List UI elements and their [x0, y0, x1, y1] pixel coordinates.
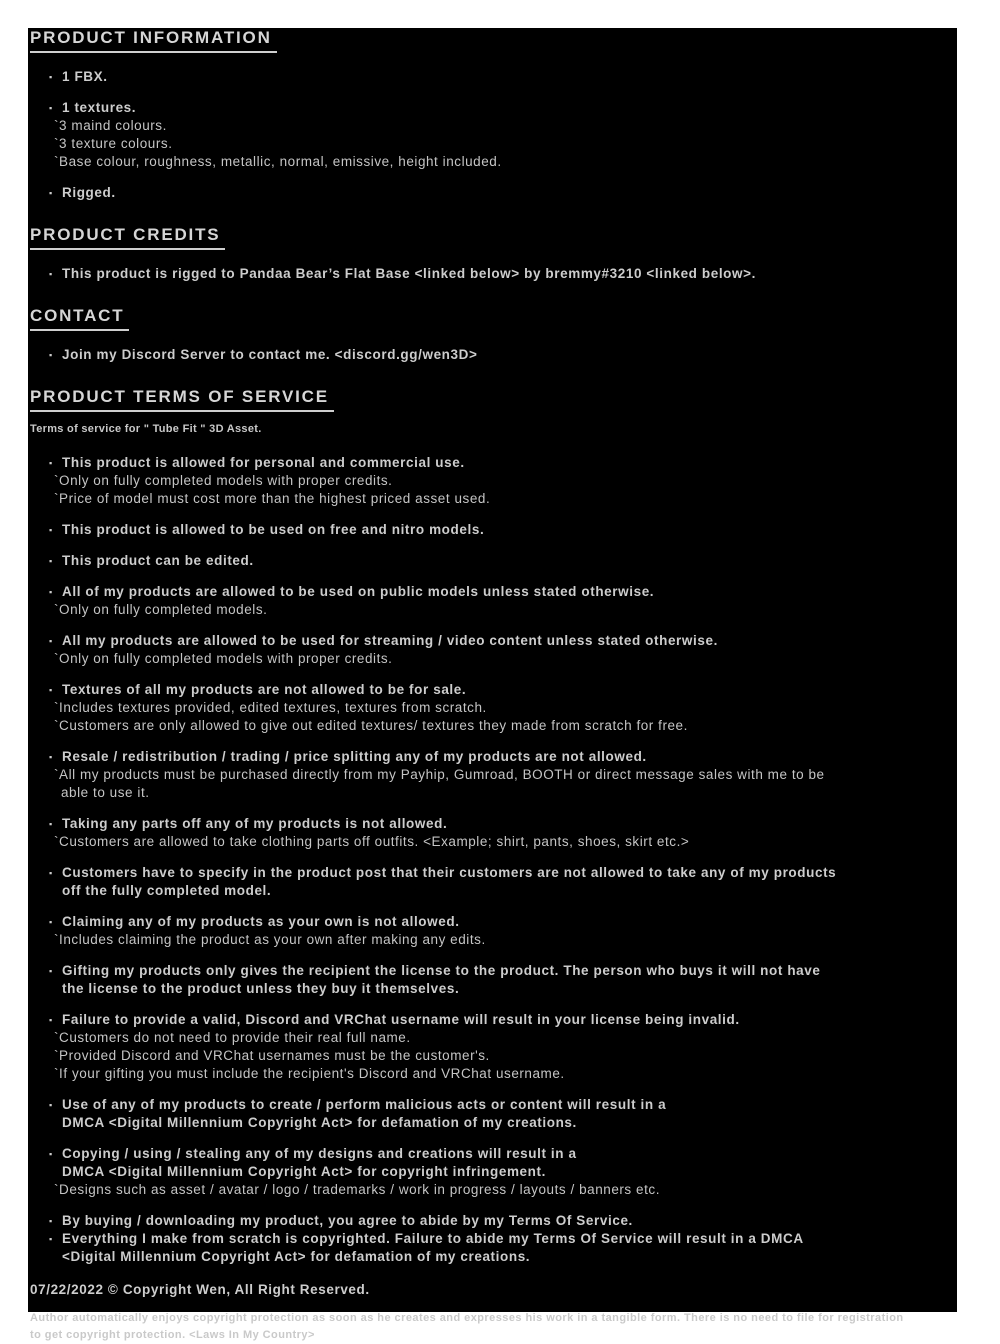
- item-line: DMCA <Digital Millennium Copyright Act> for defamation of my creations.: [62, 1115, 577, 1130]
- section: [30, 28, 957, 202]
- bullet-icon: ▪: [49, 1015, 53, 1025]
- item-line: `Only on fully completed models with proper credits.: [54, 473, 393, 488]
- list-item: [30, 1096, 957, 1132]
- bullet-icon: ▪: [49, 269, 53, 279]
- list-item: [30, 864, 957, 900]
- section-heading: [30, 28, 957, 53]
- bullet-icon: ▪: [49, 1100, 53, 1110]
- bullet-icon: ▪: [49, 1149, 53, 1159]
- bullet-icon: ▪: [49, 556, 53, 566]
- item-line: `Designs such as asset / avatar / logo / trademarks / work in progress / layouts / banners etc.: [54, 1182, 660, 1197]
- bullet-item-line: ▪ Textures of all my products are not allowed to be for sale.: [49, 682, 467, 697]
- item-line: off the fully completed model.: [62, 883, 272, 898]
- list-item: [30, 815, 957, 851]
- list-item: [30, 552, 957, 570]
- list-item: [30, 583, 957, 619]
- item-line: the license to the product unless they buy it themselves.: [62, 981, 460, 996]
- bullet-icon: ▪: [49, 868, 53, 878]
- bullet-icon: ▪: [49, 685, 53, 695]
- bullet-icon: ▪: [49, 458, 53, 468]
- document-panel: [28, 28, 957, 1341]
- list-item: [30, 521, 957, 539]
- bullet-icon: ▪: [49, 636, 53, 646]
- item-line: `All my products must be purchased directly from my Payhip, Gumroad, BOOTH or direct message sales with me to be: [54, 767, 825, 782]
- section-heading: [30, 306, 957, 331]
- section-heading: [30, 225, 957, 250]
- bullet-item-line: ▪ Use of any of my products to create / perform malicious acts or content will result in a: [49, 1097, 667, 1112]
- bullet-icon: ▪: [49, 917, 53, 927]
- bullet-item-line: ▪ This product is rigged to Pandaa Bear’s Flat Base <linked below> by bremmy#3210 <linked below>.: [49, 266, 756, 281]
- bullet-item-line: ▪ All my products are allowed to be used for streaming / video content unless stated otherwise.: [49, 633, 718, 648]
- list-item: [30, 1145, 957, 1199]
- list-item: [30, 68, 957, 86]
- item-line: `Price of model must cost more than the highest priced asset used.: [54, 491, 491, 506]
- bullet-icon: ▪: [49, 103, 53, 113]
- bullet-icon: ▪: [49, 350, 53, 360]
- disclaimer-line: Author automatically enjoys copyright protection as soon as he creates and expresses his work in a tangible form. There is no need to file for registration: [30, 1312, 904, 1324]
- item-line: `Only on fully completed models with proper credits.: [54, 651, 393, 666]
- sections-container: [30, 28, 957, 1266]
- bullet-icon: ▪: [49, 752, 53, 762]
- bullet-item-line: ▪ This product can be edited.: [49, 553, 254, 568]
- list-item: [30, 681, 957, 735]
- section-heading-text: CONTACT: [30, 306, 129, 331]
- bullet-item-line: ▪ 1 FBX.: [49, 69, 108, 84]
- bullet-item-line: ▪ Rigged.: [49, 185, 116, 200]
- bullet-icon: ▪: [49, 188, 53, 198]
- bullet-item-line: ▪ Customers have to specify in the product post that their customers are not allowed to take any of my products: [49, 865, 837, 880]
- item-line: able to use it.: [61, 785, 150, 800]
- item-line: `Base colour, roughness, metallic, normal, emissive, height included.: [54, 154, 502, 169]
- list-item: [30, 748, 957, 802]
- item-line: `If your gifting you must include the recipient's Discord and VRChat username.: [54, 1066, 565, 1081]
- item-line: <Digital Millennium Copyright Act> for defamation of my creations.: [62, 1249, 531, 1264]
- bullet-item-line: ▪ This product is allowed for personal and commercial use.: [49, 455, 465, 470]
- bullet-item-line: ▪ Failure to provide a valid, Discord and VRChat username will result in your license being invalid.: [49, 1012, 740, 1027]
- bullet-item-line: ▪ Copying / using / stealing any of my designs and creations will result in a: [49, 1146, 577, 1161]
- bullet-icon: ▪: [49, 525, 53, 535]
- section-heading-text: PRODUCT TERMS OF SERVICE: [30, 387, 334, 412]
- list-item: [30, 913, 957, 949]
- bullet-icon: ▪: [49, 966, 53, 976]
- section: [30, 306, 957, 364]
- bullet-icon: ▪: [49, 1216, 53, 1226]
- item-line: `3 maind colours.: [54, 118, 167, 133]
- section-heading: [30, 387, 957, 412]
- bullet-icon: ▪: [49, 72, 53, 82]
- item-line: `Customers do not need to provide their real full name.: [54, 1030, 411, 1045]
- bullet-item-line: ▪ By buying / downloading my product, you agree to abide by my Terms Of Service.: [49, 1213, 633, 1228]
- list-item: [30, 1230, 957, 1266]
- item-line: `Only on fully completed models.: [54, 602, 268, 617]
- section: [30, 225, 957, 283]
- list-item: [30, 962, 957, 998]
- bullet-icon: ▪: [49, 587, 53, 597]
- bullet-item-line: ▪ 1 textures.: [49, 100, 137, 115]
- bullet-item-line: ▪ Gifting my products only gives the recipient the license to the product. The person who buys it will not have: [49, 963, 821, 978]
- bullet-item-line: ▪ Claiming any of my products as your own is not allowed.: [49, 914, 460, 929]
- item-line: `Provided Discord and VRChat usernames must be the customer's.: [54, 1048, 490, 1063]
- item-line: `Includes claiming the product as your own after making any edits.: [54, 932, 486, 947]
- copyright-disclaimer: [30, 1310, 957, 1344]
- bullet-item-line: ▪ Resale / redistribution / trading / price splitting any of my products are not allowed.: [49, 749, 647, 764]
- bullet-item-line: ▪ Join my Discord Server to contact me. <discord.gg/wen3D>: [49, 347, 478, 362]
- item-line: `Customers are allowed to take clothing parts off outfits. <Example; shirt, pants, shoes, skirt etc.>: [54, 834, 690, 849]
- bullet-icon: ▪: [49, 1234, 53, 1244]
- bullet-item-line: ▪ Everything I make from scratch is copyrighted. Failure to abide my Terms Of Service will result in a DMCA: [49, 1231, 804, 1246]
- item-line: `Customers are only allowed to give out edited textures/ textures they made from scratch for free.: [54, 718, 688, 733]
- item-line: `3 texture colours.: [54, 136, 173, 151]
- list-item: [30, 1212, 957, 1230]
- list-item: [30, 632, 957, 668]
- bullet-item-line: ▪ Taking any parts off any of my products is not allowed.: [49, 816, 448, 831]
- list-item: [30, 346, 957, 364]
- section: [30, 387, 957, 1266]
- list-item: [30, 1011, 957, 1083]
- bullet-item-line: ▪ This product is allowed to be used on free and nitro models.: [49, 522, 485, 537]
- item-line: `Includes textures provided, edited textures, textures from scratch.: [54, 700, 487, 715]
- section-note: Terms of service for " Tube Fit " 3D Asset.: [30, 423, 262, 435]
- bullet-icon: ▪: [49, 819, 53, 829]
- item-line: DMCA <Digital Millennium Copyright Act> for copyright infringement.: [62, 1164, 546, 1179]
- disclaimer-line: to get copyright protection. <Laws In My Country>: [30, 1329, 315, 1341]
- list-item: [30, 454, 957, 508]
- section-heading-text: PRODUCT INFORMATION: [30, 28, 277, 53]
- list-item: [30, 184, 957, 202]
- document-body: [28, 28, 957, 1344]
- list-item: [30, 99, 957, 171]
- section-heading-text: PRODUCT CREDITS: [30, 225, 225, 250]
- copyright-line: 07/22/2022 © Copyright Wen, All Right Reserved.: [30, 1282, 370, 1297]
- list-item: [30, 265, 957, 283]
- bullet-item-line: ▪ All of my products are allowed to be used on public models unless stated otherwise.: [49, 584, 655, 599]
